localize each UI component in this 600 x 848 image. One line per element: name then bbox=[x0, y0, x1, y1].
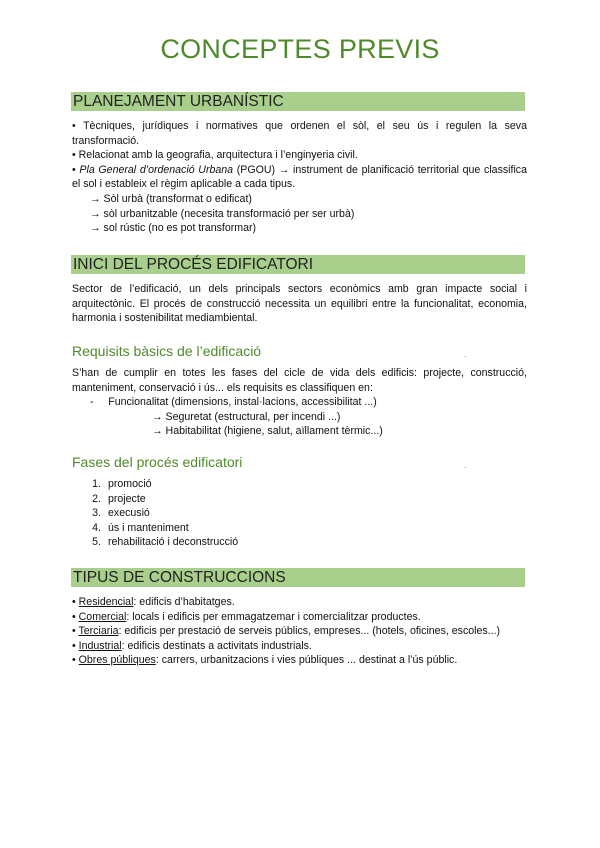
section-heading-planejament: PLANEJAMENT URBANÍSTIC bbox=[71, 92, 525, 111]
phase-item bbox=[72, 477, 527, 492]
requisit-seguretat: → Seguretat (estructural, per incendi ...) bbox=[152, 410, 341, 423]
planejament-content bbox=[72, 119, 527, 236]
construction-type-description: : carrers, urbanitzacions i vies públiques ... destinat a l’ús públic. bbox=[155, 654, 458, 667]
section-heading-tipus: TIPUS DE CONSTRUCCIONS bbox=[71, 568, 525, 587]
construction-type-term: Residencial bbox=[78, 596, 134, 608]
phase-number: 3. bbox=[92, 507, 101, 520]
phase-number: 5. bbox=[92, 536, 101, 549]
construction-type-item bbox=[72, 624, 527, 639]
construction-type-item bbox=[72, 639, 527, 654]
bullet: • bbox=[72, 625, 79, 638]
construction-type-description: : locals i edificis per emmagatzemar i comercialitzar productes. bbox=[126, 610, 421, 623]
construction-type-term: Comercial bbox=[78, 610, 127, 623]
phase-label: ús i manteniment bbox=[108, 521, 189, 534]
phase-item bbox=[72, 535, 527, 550]
bullet: • bbox=[72, 596, 79, 608]
subheading-fases: Fases del procés edificatori bbox=[72, 454, 243, 470]
planejament-bullet-1: • Tècniques, jurídiques i normatives que ordenen el sòl, el seu ús i regulen la seva transformació. bbox=[72, 120, 527, 147]
section-heading-inici: INICI DEL PROCÉS EDIFICATORI bbox=[71, 255, 525, 274]
construction-type-term: Obres públiques bbox=[78, 654, 156, 667]
construction-type-item bbox=[72, 595, 527, 610]
phase-number: 2. bbox=[92, 492, 101, 505]
construction-type-description: : edificis per prestació de serveis públics, empreses... (hotels, oficines, escoles...) bbox=[118, 625, 501, 638]
construction-type-item bbox=[72, 610, 527, 625]
land-type-urbanitzable: → sòl urbanitzable (necesita transformació per ser urbà) bbox=[90, 207, 355, 220]
fases-dot: . bbox=[464, 461, 467, 470]
planejament-bullet-3 bbox=[72, 163, 527, 192]
tipus-list bbox=[72, 595, 527, 668]
bullet: • bbox=[72, 610, 79, 623]
bullet: • bbox=[72, 654, 79, 667]
pgou-description: (PGOU) → instrument de planificació territorial que classifica el sol i estableix el règim aplicable a cada tipus. bbox=[72, 163, 527, 191]
construction-type-term: Industrial bbox=[78, 639, 122, 652]
bullet-lead: • bbox=[72, 163, 80, 176]
fases-list bbox=[72, 477, 527, 550]
land-type-rustic: → sol rústic (no es pot transformar) bbox=[90, 222, 257, 235]
phase-label: rehabilitació i deconstrucció bbox=[108, 536, 239, 549]
construction-type-description: : edificis destinats a activitats industrials. bbox=[121, 639, 312, 652]
construction-type-item bbox=[72, 653, 527, 668]
construction-type-term: Terciaria bbox=[78, 625, 119, 638]
phase-number: 1. bbox=[92, 478, 101, 490]
phase-number: 4. bbox=[92, 521, 101, 534]
phase-label: promoció bbox=[108, 478, 152, 490]
phase-item bbox=[72, 506, 527, 521]
phase-label: execusió bbox=[108, 507, 150, 520]
requisits-content bbox=[72, 366, 527, 439]
requisit-habitabilitat: → Habitabilitat (higiene, salut, aïllament tèrmic...) bbox=[152, 425, 383, 438]
phase-label: projecte bbox=[108, 492, 146, 505]
land-type-urba: → Sòl urbà (transformat o edificat) bbox=[90, 192, 252, 205]
pgou-italic-term: Pla General d’ordenació Urbana bbox=[79, 163, 234, 176]
requisits-paragraph: S’han de cumplir en totes les fases del cicle de vida dels edificis: projecte, construcció, manteniment, conservació i ús... els requisits es classifiquen en: bbox=[72, 367, 527, 394]
inici-paragraph: Sector de l’edificació, un dels principals sectors econòmics amb gran impacte social i arquitectònic. El procés de construcció necessita un equilibri entre la funcionalitat, economia, harmonia i sostenibilitat mediambiental. bbox=[72, 283, 527, 325]
subheading-requisits: Requisits bàsics de l’edificació bbox=[72, 343, 262, 359]
requisits-dot: . bbox=[464, 350, 467, 359]
bullet: • bbox=[72, 639, 79, 652]
page-title: CONCEPTES PREVIS bbox=[160, 34, 440, 64]
requisit-funcionalitat: - Funcionalitat (dimensions, instal·lacions, accessibilitat ...) bbox=[90, 396, 377, 409]
construction-type-description: : edificis d’habitatges. bbox=[133, 596, 235, 608]
phase-item bbox=[72, 492, 527, 507]
phase-item bbox=[72, 521, 527, 536]
planejament-bullet-2: • Relacionat amb la geografia, arquitectura i l’enginyeria civil. bbox=[72, 149, 358, 162]
